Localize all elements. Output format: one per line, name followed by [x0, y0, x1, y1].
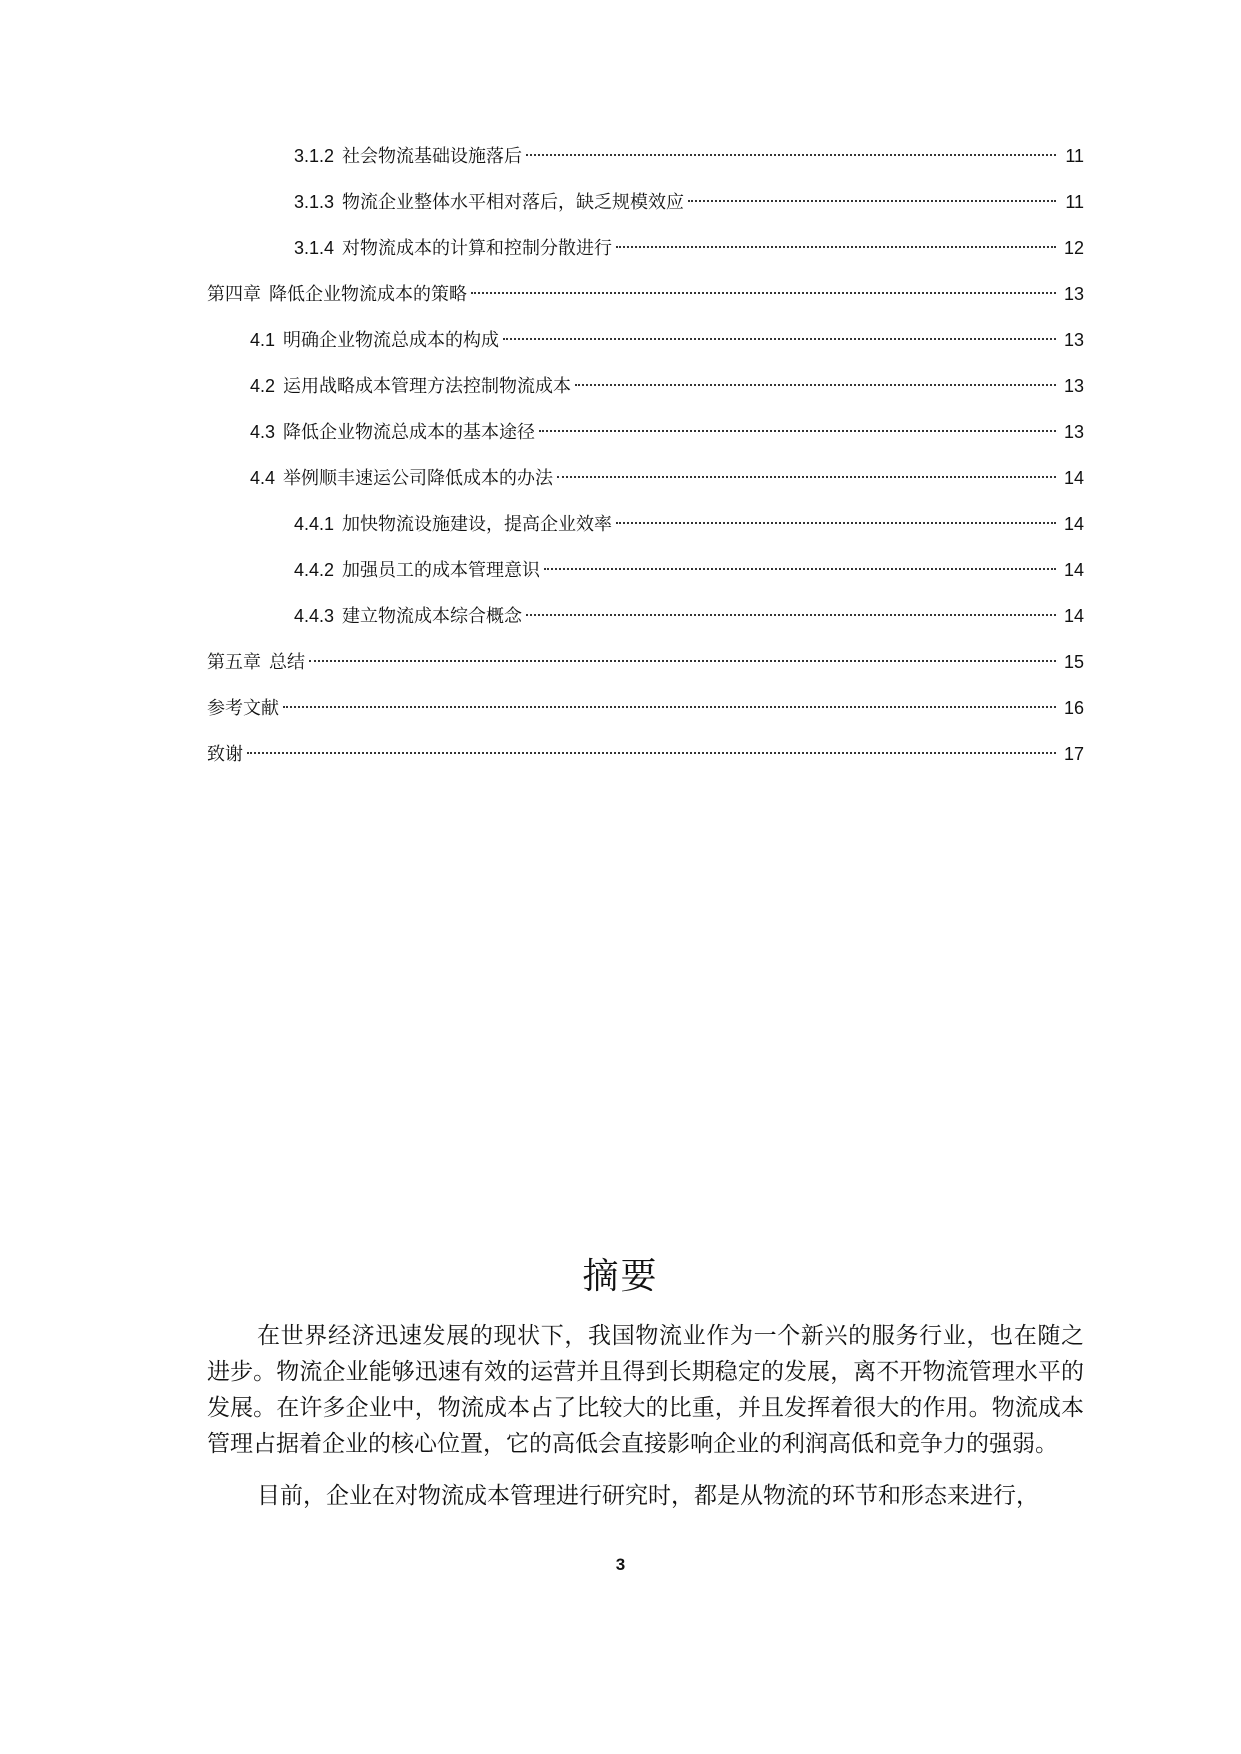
toc-dot-leader — [616, 246, 1056, 248]
toc-entry-number: 3.1.3 — [294, 192, 335, 212]
toc-entry-page: 14 — [1063, 468, 1084, 488]
toc-entry-page: 14 — [1063, 560, 1084, 580]
toc-entry[interactable] — [294, 601, 1084, 631]
toc-entry-page: 17 — [1063, 744, 1084, 764]
toc-entry-title: 社会物流基础设施落后 — [342, 146, 523, 167]
toc-dot-leader — [557, 476, 1056, 478]
toc-dot-leader — [503, 338, 1056, 340]
toc-entry-title: 运用战略成本管理方法控制物流成本 — [283, 376, 572, 397]
abstract-paragraph: 在世界经济迅速发展的现状下，我国物流业作为一个新兴的服务行业，也在随之进步。物流企业能够迅速有效的运营并且得到长期稳定的发展，离不开物流管理水平的发展。在许多企业中，物流成本占了比较大的比重，并且发挥着很大的作用。物流成本管理占据着企业的核心位置，它的高低会直接影响企业的利润高低和竞争力的强弱。 — [207, 1323, 1084, 1457]
toc-dot-leader — [575, 384, 1056, 386]
toc-entry[interactable] — [207, 739, 1084, 769]
toc-dot-leader — [688, 200, 1056, 202]
toc-dot-leader — [539, 430, 1056, 432]
toc-entry[interactable] — [250, 325, 1084, 355]
abstract-heading: 摘要 — [582, 1256, 659, 1297]
toc-dot-leader — [283, 706, 1056, 708]
toc-entry-page: 13 — [1063, 330, 1084, 350]
toc-entry-title: 举例顺丰速运公司降低成本的办法 — [283, 468, 554, 489]
toc-entry-page: 13 — [1063, 422, 1084, 442]
toc-entry-number: 第五章 — [207, 652, 261, 672]
toc-entry-page: 16 — [1063, 698, 1084, 718]
toc-entry-title: 对物流成本的计算和控制分散进行 — [342, 238, 613, 259]
toc-entry-title: 物流企业整体水平相对落后，缺乏规模效应 — [342, 192, 685, 213]
toc-entry[interactable] — [250, 417, 1084, 447]
toc-entry-number: 4.4.2 — [294, 560, 335, 580]
toc-dot-leader — [616, 522, 1056, 524]
toc-entry-number: 4.4.3 — [294, 606, 335, 626]
toc-entry-number: 4.4 — [250, 468, 276, 488]
toc-entry-number: 3.1.4 — [294, 238, 335, 258]
toc-dot-leader — [526, 614, 1056, 616]
toc-entry-number: 4.4.1 — [294, 514, 335, 534]
toc-entry-title: 加快物流设施建设，提高企业效率 — [342, 514, 613, 535]
toc-dot-leader — [526, 154, 1056, 156]
toc-entry-number: 第四章 — [207, 284, 261, 304]
toc-entry-title: 降低企业物流总成本的基本途径 — [283, 422, 536, 443]
toc-dot-leader — [309, 660, 1056, 662]
toc-entry[interactable] — [294, 555, 1084, 585]
toc-entry[interactable] — [207, 279, 1084, 309]
abstract-paragraph: 目前，企业在对物流成本管理进行研究时，都是从物流的环节和形态来进行， — [257, 1483, 1039, 1509]
toc-entry-page: 13 — [1063, 284, 1084, 304]
toc-entry[interactable] — [250, 463, 1084, 493]
toc-dot-leader — [544, 568, 1056, 570]
toc-entry-page: 11 — [1065, 146, 1084, 166]
toc-entry-page: 13 — [1063, 376, 1084, 396]
toc-entry-title: 降低企业物流成本的策略 — [269, 284, 467, 305]
toc-entry[interactable] — [250, 371, 1084, 401]
toc-dot-leader — [247, 752, 1056, 754]
toc-entry-number: 3.1.2 — [294, 146, 335, 166]
abstract-body — [207, 1318, 1084, 1530]
toc-entry[interactable] — [294, 509, 1084, 539]
toc-entry[interactable] — [207, 693, 1084, 723]
toc-entry-title: 参考文献 — [207, 698, 279, 719]
toc-entry-title: 致谢 — [207, 744, 243, 765]
toc-entry[interactable] — [294, 141, 1084, 171]
page-number: 3 — [615, 1555, 626, 1574]
toc-entry-page: 14 — [1063, 606, 1084, 626]
toc-entry-number: 4.3 — [250, 422, 276, 442]
toc-entry[interactable] — [294, 233, 1084, 263]
toc-entry-title: 明确企业物流总成本的构成 — [283, 330, 500, 351]
toc-entry-page: 12 — [1063, 238, 1084, 258]
toc-entry-title: 加强员工的成本管理意识 — [342, 560, 541, 581]
toc-entry-page: 14 — [1063, 514, 1084, 534]
toc-dot-leader — [471, 292, 1056, 294]
toc-entry-page: 15 — [1063, 652, 1084, 672]
toc-entry-title: 建立物流成本综合概念 — [342, 606, 523, 627]
toc-entry-number: 4.1 — [250, 330, 276, 350]
toc-entry[interactable] — [207, 647, 1084, 677]
toc-entry-page: 11 — [1065, 192, 1084, 212]
toc-entry-title: 总结 — [269, 652, 305, 673]
toc-entry-number: 4.2 — [250, 376, 276, 396]
toc-entry[interactable] — [294, 187, 1084, 217]
